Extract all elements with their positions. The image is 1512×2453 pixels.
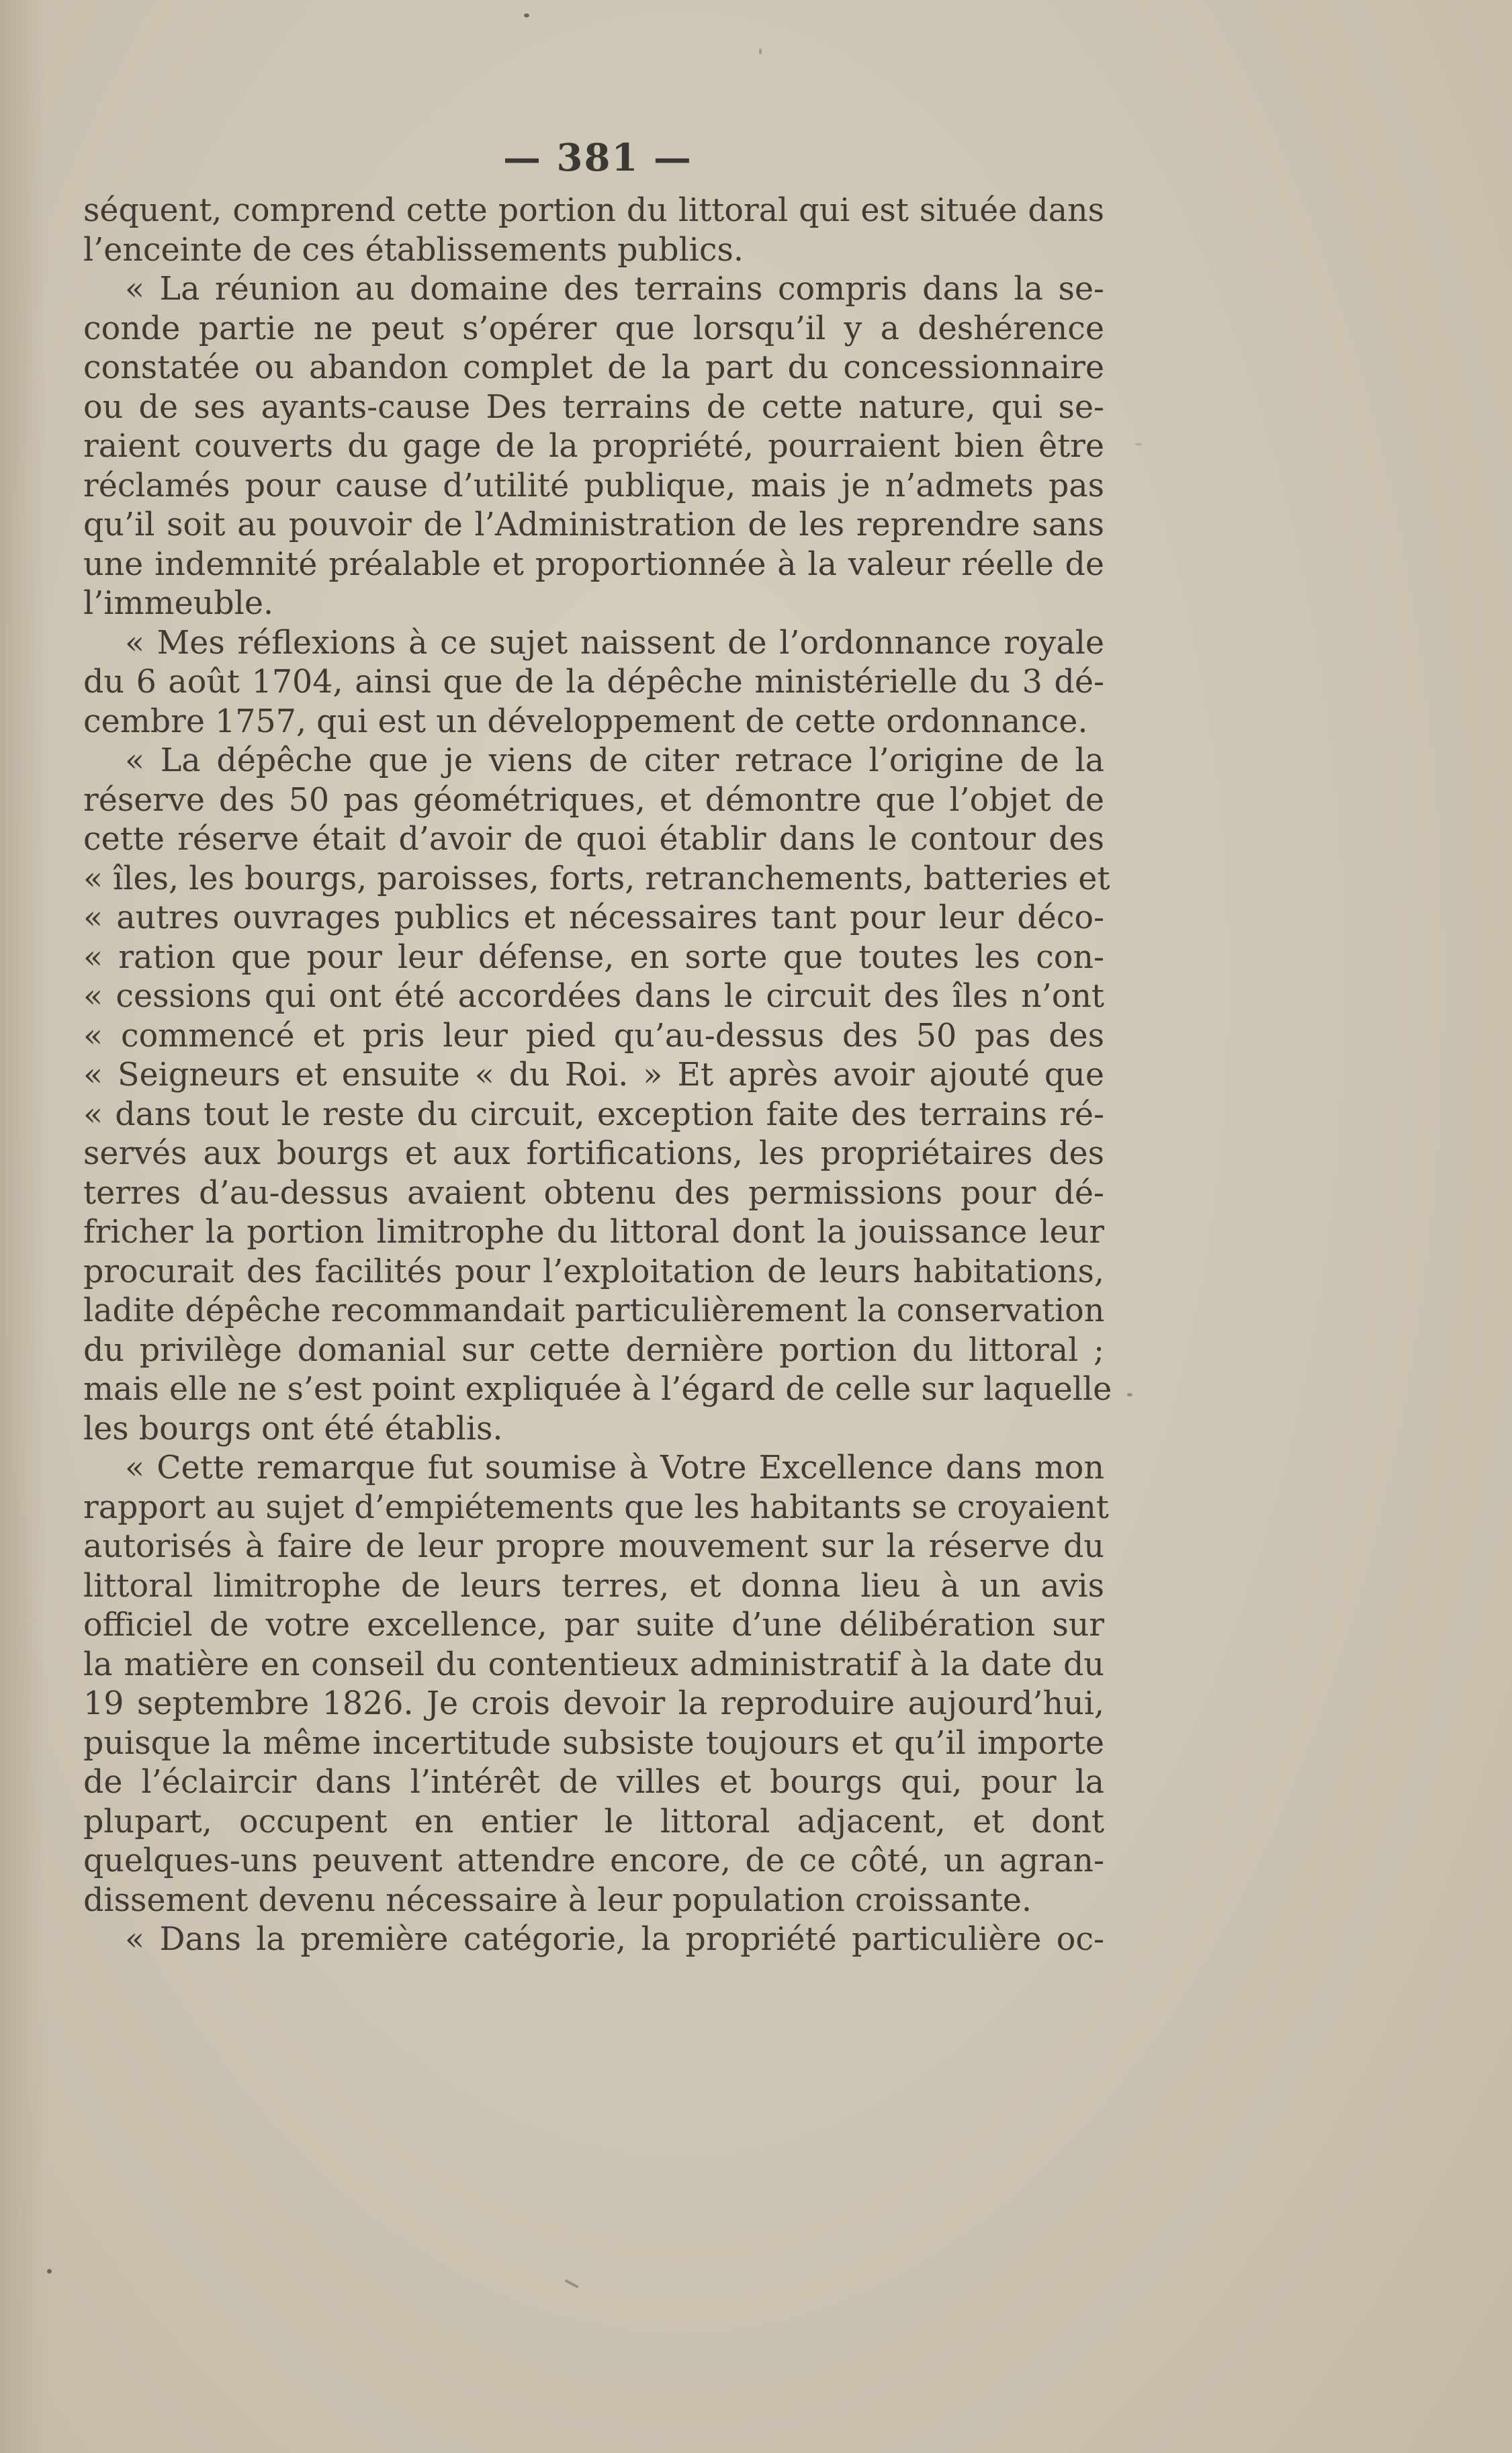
text-line: réserve des 50 pas géométriques, et démontre que l’objet de (83, 781, 1104, 819)
text-line: « dans tout le reste du circuit, exception faite des terrains ré- (83, 1096, 1104, 1133)
paper-speck (524, 13, 529, 17)
text-line: l’enceinte de ces établissements publics. (83, 231, 744, 269)
paper-speck (47, 2269, 52, 2274)
text-line: « autres ouvrages publics et nécessaires tant pour leur déco- (83, 899, 1104, 936)
text-line: quelques-uns peuvent attendre encore, de ce côté, un agran- (83, 1842, 1104, 1879)
text-line: procurait des facilités pour l’exploitation de leurs habitations, (83, 1253, 1104, 1290)
text-line: dissement devenu nécessaire à leur population croissante. (83, 1881, 1032, 1919)
text-line: cette réserve était d’avoir de quoi établir dans le contour des (83, 821, 1104, 858)
text-line: « Mes réflexions à ce sujet naissent de l’ordonnance royale (125, 624, 1104, 662)
text-line: littoral limitrophe de leurs terres, et donna lieu à un avis (83, 1567, 1104, 1605)
text-line: 19 septembre 1826. Je crois devoir la reproduire aujourd’hui, (83, 1685, 1104, 1722)
text-line: cembre 1757, qui est un développement de cette ordonnance. (83, 703, 1088, 740)
text-line: terres d’au-dessus avaient obtenu des permissions pour dé- (83, 1174, 1104, 1212)
text-line: réclamés pour cause d’utilité publique, mais je n’admets pas (83, 467, 1104, 504)
paper-speck (564, 2279, 578, 2288)
text-line: les bourgs ont été établis. (83, 1410, 503, 1447)
paper-speck (1127, 1393, 1132, 1396)
paper-speck (759, 48, 762, 54)
text-line: conde partie ne peut s’opérer que lorsqu’il y a deshérence (83, 310, 1104, 347)
page-number: — 381 — (503, 136, 693, 180)
text-line: puisque la même incertitude subsiste toujours et qu’il importe (83, 1724, 1104, 1762)
text-line: fricher la portion limitrophe du littoral dont la jouissance leur (83, 1214, 1104, 1251)
text-line: autorisés à faire de leur propre mouvement sur la réserve du (83, 1528, 1104, 1565)
text-line: « Cette remarque fut soumise à Votre Excellence dans mon (125, 1450, 1104, 1486)
text-line: ou de ses ayants-cause Des terrains de cette nature, qui se- (83, 388, 1104, 426)
text-line: « îles, les bourgs, paroisses, forts, retranchements, batteries et (83, 860, 1110, 897)
text-line: la matière en conseil du contentieux administratif à la date du (83, 1646, 1104, 1683)
paper-speck (1135, 443, 1142, 445)
text-line: servés aux bourgs et aux fortifications, les propriétaires des (83, 1135, 1104, 1172)
text-line: rapport au sujet d’empiétements que les habitants se croyaient (83, 1488, 1109, 1526)
body-text (83, 191, 1112, 1960)
text-line: constatée ou abandon complet de la part du concessionnaire (83, 349, 1104, 386)
text-line: ladite dépêche recommandait particulièrement la conservation (83, 1292, 1105, 1329)
text-line: « La dépêche que je viens de citer retrace l’origine de la (125, 742, 1104, 779)
text-line: séquent, comprend cette portion du littoral qui est située dans (83, 192, 1104, 229)
text-line: plupart, occupent en entier le littoral adjacent, et dont (83, 1803, 1104, 1840)
text-line: « ration que pour leur défense, en sorte que toutes les con- (83, 938, 1104, 976)
text-line: « commencé et pris leur pied qu’au-dessus des 50 pas des (83, 1017, 1104, 1055)
text-line: une indemnité préalable et proportionnée à la valeur réelle de (83, 545, 1104, 583)
text-line: de l’éclaircir dans l’intérêt de villes et bourgs qui, pour la (83, 1764, 1104, 1801)
text-line: « cessions qui ont été accordées dans le circuit des îles n’ont (83, 978, 1104, 1015)
text-line: du privilège domanial sur cette dernière portion du littoral ; (83, 1331, 1104, 1369)
text-line: « La réunion au domaine des terrains compris dans la se- (125, 271, 1104, 308)
text-line: « Dans la première catégorie, la propriété particulière oc- (125, 1921, 1104, 1958)
text-line: qu’il soit au pouvoir de l’Administration de les reprendre sans (83, 506, 1104, 543)
page-edge-shadow (0, 0, 47, 2453)
text-line: du 6 août 1704, ainsi que de la dépêche ministérielle du 3 dé- (83, 664, 1104, 701)
text-line: « Seigneurs et ensuite « du Roi. » Et après avoir ajouté que (83, 1057, 1104, 1094)
text-line: officiel de votre excellence, par suite d’une délibération sur (83, 1607, 1104, 1644)
text-line: mais elle ne s’est point expliquée à l’égard de celle sur laquelle (83, 1371, 1112, 1408)
text-line: l’immeuble. (83, 585, 274, 622)
text-line: raient couverts du gage de la propriété, pourraient bien être (83, 428, 1104, 465)
